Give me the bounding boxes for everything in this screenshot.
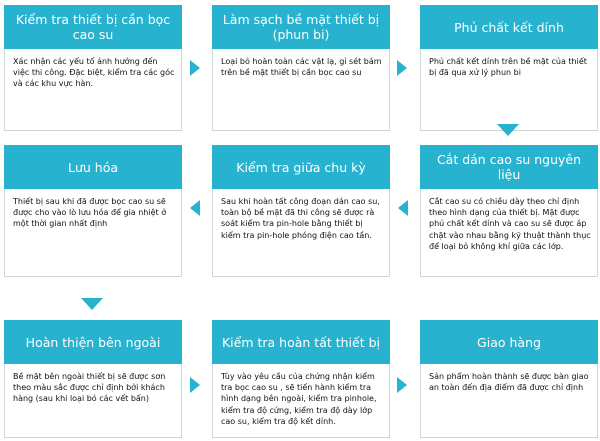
arrow-left-icon — [190, 200, 200, 216]
arrow-down-icon — [81, 298, 103, 310]
step-card-9 — [420, 320, 598, 438]
step-description: Thiết bị sau khi đã được bọc cao su sẽ được cho vào lò lưu hóa để gia nhiệt ở một thời gian nhất định — [4, 189, 182, 277]
step-card-2 — [212, 5, 390, 131]
step-description: Loại bỏ hoàn toàn các vật lạ, gỉ sét bám trên bề mặt thiết bị cần bọc cao su — [212, 49, 390, 131]
arrow-right-icon — [190, 60, 200, 76]
step-title: Phủ chất kết dính — [420, 5, 598, 49]
step-card-8 — [212, 320, 390, 438]
step-card-7 — [4, 320, 182, 438]
step-title: Làm sạch bề mặt thiết bị (phun bi) — [212, 5, 390, 49]
step-title: Kiểm tra thiết bị cần bọc cao su — [4, 5, 182, 49]
arrow-right-icon — [397, 377, 407, 393]
step-description: Bề mặt bên ngoài thiết bị sẽ được sơn theo màu sắc được chỉ định bởi khách hàng (sau khi loại bỏ các vết bẩn) — [4, 364, 182, 438]
arrow-right-icon — [190, 377, 200, 393]
step-title: Cắt dán cao su nguyên liệu — [420, 145, 598, 189]
step-description: Sau khi hoàn tất công đoạn dán cao su, toàn bộ bề mặt đã thi công sẽ được rà soát kiểm tra pin-hole bằng thiết bị kiểm tra pin-hole phóng điện cao tần. — [212, 189, 390, 277]
step-card-1 — [4, 5, 182, 131]
arrow-right-icon — [397, 60, 407, 76]
step-title: Giao hàng — [420, 320, 598, 364]
step-card-4 — [4, 145, 182, 277]
step-description: Tùy vào yêu cầu của chứng nhận kiểm tra bọc cao su , sẽ tiến hành kiểm tra hình dạng bên ngoài, kiểm tra pinhole, kiểm tra độ cứng, kiểm tra độ dày lớp cao su, kiểm tra độ kết dính. — [212, 364, 390, 438]
arrow-down-icon — [497, 124, 519, 136]
step-description: Phủ chất kết dính trên bề mặt của thiết bị đã qua xử lý phun bi — [420, 49, 598, 131]
step-card-5 — [212, 145, 390, 277]
step-description: Xác nhận các yếu tố ảnh hưởng đến việc thi công. Đặc biệt, kiểm tra các góc và các khu vực hàn. — [4, 49, 182, 131]
step-title: Kiểm tra giữa chu kỳ — [212, 145, 390, 189]
step-title: Lưu hóa — [4, 145, 182, 189]
step-title: Hoàn thiện bên ngoài — [4, 320, 182, 364]
step-card-3 — [420, 5, 598, 131]
step-card-6 — [420, 145, 598, 277]
step-description: Sản phẩm hoàn thành sẽ được bàn giao an toàn đến địa điểm đã được chỉ định — [420, 364, 598, 438]
step-description: Cắt cao su có chiều dày theo chỉ định theo hình dạng của thiết bị. Mặt được phủ chất kết dính và cao su sẽ được áp chặt vào nhau bằng kỹ thuật thành thục để loại bỏ không khí giữa các lớp. — [420, 189, 598, 277]
step-title: Kiểm tra hoàn tất thiết bị — [212, 320, 390, 364]
arrow-left-icon — [398, 200, 408, 216]
